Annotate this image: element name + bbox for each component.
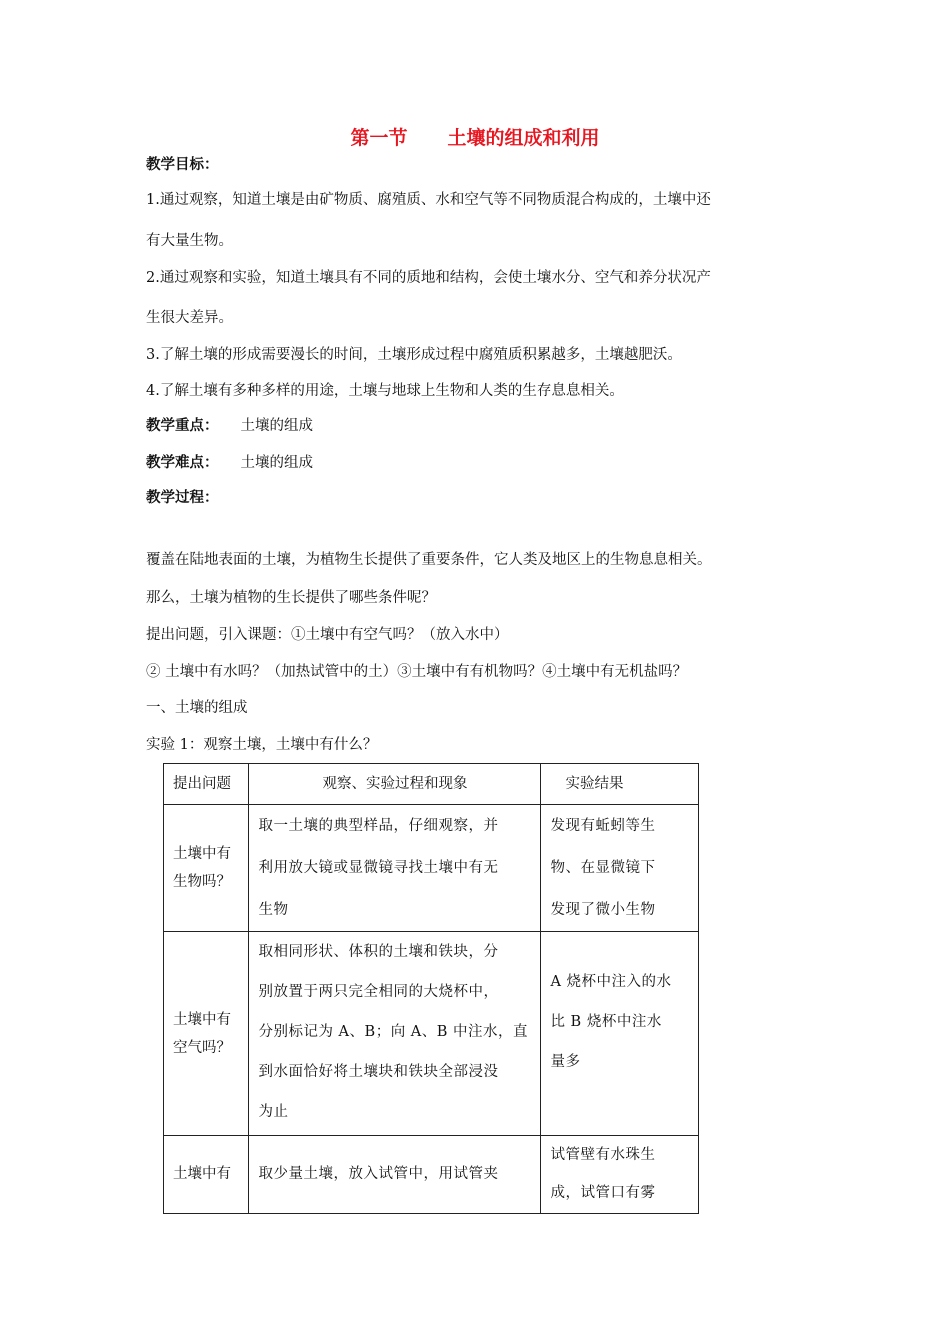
difficulty-value: 土壤的组成 [240,455,313,471]
objective-line: 1.通过观察，知道土壤是由矿物质、腐殖质、水和空气等不同物质混合构成的，土壤中还 [146,192,711,208]
title-topic: 土壤的组成和利用 [447,127,600,149]
objective-line: 3.了解土壤的形成需要漫长的时间，土壤形成过程中腐殖质积累越多，土壤越肥沃。 [146,347,682,363]
header-question: 提出问题 [164,764,249,805]
cell-line: 取少量土壤，放入试管中，用试管夹 [258,1166,499,1182]
cell-line: 比 B 烧杯中注水 [550,1014,662,1030]
cell-line: A 烧杯中注入的水 [550,974,672,990]
cell-line: 到水面恰好将土壤块和铁块全部浸没 [258,1064,499,1080]
cell-line: 土壤中有 [173,1011,231,1028]
section-heading: 一、土壤的组成 [146,700,248,716]
cell-line: 分别标记为 A、B；向 A、B 中注水，直 [258,1024,529,1040]
body-line: 覆盖在陆地表面的土壤，为植物生长提供了重要条件，它人类及地区上的生物息息相关。 [146,552,712,568]
cell-line: 取一土壤的典型样品，仔细观察，并 [258,818,499,834]
process-heading: 教学过程： [146,490,219,506]
cell-line: 空气吗？ [173,1039,231,1056]
objective-line: 有大量生物。 [146,233,233,249]
objectives-heading: 教学目标： [146,157,219,173]
table-row [164,805,699,932]
cell-line: 试管壁有水珠生 [550,1147,656,1163]
row-question [164,805,249,932]
cell-line: 别放置于两只完全相同的大烧杯中， [258,984,499,1000]
header-process: 观察、实验过程和现象 [249,764,541,805]
cell-line: 物、在显微镜下 [550,860,656,876]
table-row [164,1136,699,1214]
table-header-row [164,764,699,805]
cell-line: 生物 [258,902,289,918]
difficulty-label: 教学难点： [146,455,219,471]
row-result [541,805,699,932]
objective-line: 2.通过观察和实验，知道土壤具有不同的质地和结构，会使土壤水分、空气和养分状况产 [146,270,711,286]
row-question [164,1136,249,1214]
experiment-caption: 实验 1：观察土壤，土壤中有什么？ [146,737,378,753]
row-result [541,1136,699,1214]
cell-line: 土壤中有 [173,846,231,862]
row-process [249,932,541,1136]
row-process [249,805,541,932]
cell-line: 发现有蚯蚓等生 [550,818,656,834]
row-question [164,932,249,1136]
key-point-label: 教学重点： [146,418,219,434]
cell-line: 生物吗？ [173,874,231,890]
header-result: 实验结果 [541,764,699,805]
objective-line: 4.了解土壤有多种多样的用途，土壤与地球上生物和人类的生存息息相关。 [146,383,624,399]
cell-line: 取相同形状、体积的土壤和铁块，分 [258,944,499,960]
row-process [249,1136,541,1214]
body-line: 提出问题，引入课题：①土壤中有空气吗？（放入水中） [146,627,509,643]
key-point-value: 土壤的组成 [240,418,313,434]
experiment-table [163,763,699,1214]
cell-line: 土壤中有 [173,1166,231,1182]
body-line: ② 土壤中有水吗？（加热试管中的土）③土壤中有有机物吗？④土壤中有无机盐吗？ [146,664,688,680]
cell-line: 为止 [258,1104,289,1120]
cell-line: 发现了微小生物 [550,902,656,918]
table-row [164,932,699,1136]
cell-line: 成，试管口有雾 [550,1185,656,1201]
key-point [146,414,313,435]
body-line: 那么，土壤为植物的生长提供了哪些条件呢？ [146,590,436,606]
difficulty [146,451,313,472]
cell-line: 量多 [550,1054,581,1070]
page-title [0,123,950,150]
objective-line: 生很大差异。 [146,310,233,326]
cell-line: 利用放大镜或显微镜寻找土壤中有无 [258,860,499,876]
row-result [541,932,699,1136]
title-section: 第一节 [350,127,408,149]
